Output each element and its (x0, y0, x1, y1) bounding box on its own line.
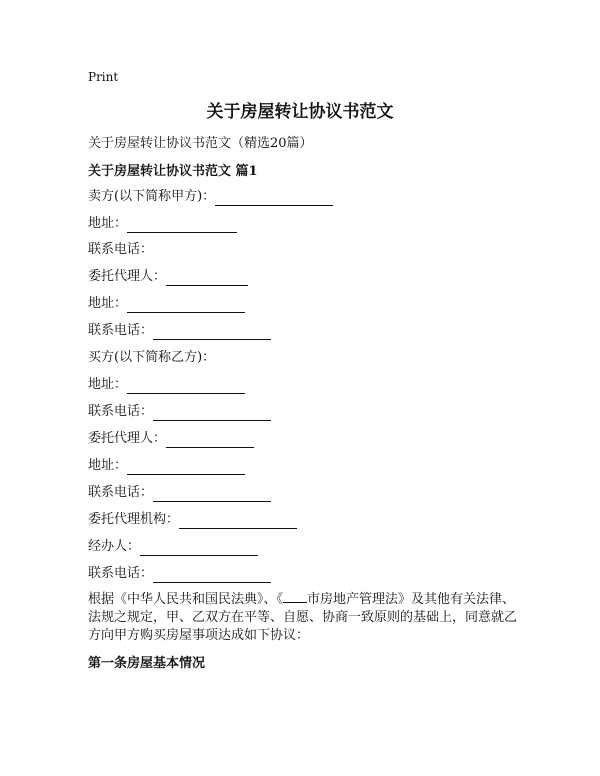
document-title: 关于房屋转让协议书范文 (206, 102, 394, 122)
field-blank-line[interactable] (215, 191, 333, 206)
paragraph-text-end: 市房地产管理法》及其他有关法律、法规之规定，甲、乙双方在平等、自愿、协商一致原则的基础上，同意就乙方向甲方购买房屋事项达成如下协议： (88, 592, 518, 643)
field-label: 联系电话： (88, 323, 154, 338)
field-buyer-address (88, 376, 245, 394)
print-label[interactable]: Print (88, 70, 119, 84)
field-blank-line[interactable] (127, 218, 237, 233)
field-label: 委托代理机构： (88, 512, 180, 527)
field-blank-line[interactable] (166, 271, 248, 286)
field-blank-line[interactable] (127, 298, 245, 313)
field-buyer-agent-address (88, 457, 245, 475)
field-handler-phone (88, 565, 271, 583)
field-seller-phone (88, 241, 153, 259)
field-blank-line[interactable] (166, 433, 254, 448)
field-buyer-phone (88, 403, 271, 421)
city-blank-line[interactable] (283, 590, 307, 603)
field-label: 联系电话： (88, 485, 154, 500)
field-label: 卖方(以下简称甲方)： (88, 189, 216, 204)
field-seller-agent-address (88, 295, 245, 313)
field-blank-line[interactable] (127, 379, 245, 394)
field-label: 联系电话： (88, 242, 154, 257)
field-blank-line[interactable] (140, 541, 258, 556)
field-label: 联系电话： (88, 404, 154, 419)
field-buyer-agent-phone (88, 484, 271, 502)
field-blank-line[interactable] (127, 460, 245, 475)
field-seller-agent (88, 268, 248, 286)
field-label: 地址： (88, 458, 128, 473)
field-label: 委托代理人： (88, 269, 167, 284)
field-label: 地址： (88, 296, 128, 311)
paragraph-text-start: 根据《中华人民共和国民法典》、《 (88, 592, 284, 607)
field-label: 地址： (88, 216, 128, 231)
field-seller-address (88, 215, 237, 233)
field-seller-agent-phone (88, 322, 271, 340)
field-blank-line[interactable] (153, 568, 271, 583)
field-label: 委托代理人： (88, 431, 167, 446)
field-label: 买方(以下简称乙方)： (88, 350, 216, 365)
field-handler (88, 538, 258, 556)
field-agency (88, 511, 297, 529)
field-blank-line[interactable] (153, 325, 271, 340)
field-blank-line[interactable] (153, 487, 271, 502)
field-blank-line[interactable] (153, 406, 271, 421)
field-label: 地址： (88, 377, 128, 392)
field-label: 经办人： (88, 539, 141, 554)
intro-paragraph (88, 590, 518, 645)
field-buyer (88, 349, 215, 367)
field-label: 联系电话： (88, 566, 154, 581)
article-heading: 第一条房屋基本情况 (88, 656, 206, 671)
field-blank-line[interactable] (179, 514, 297, 529)
field-buyer-agent (88, 430, 254, 448)
section-title: 关于房屋转让协议书范文 篇1 (88, 164, 258, 179)
document-subtitle: 关于房屋转让协议书范文（精选20篇） (88, 136, 313, 151)
field-seller (88, 188, 333, 206)
